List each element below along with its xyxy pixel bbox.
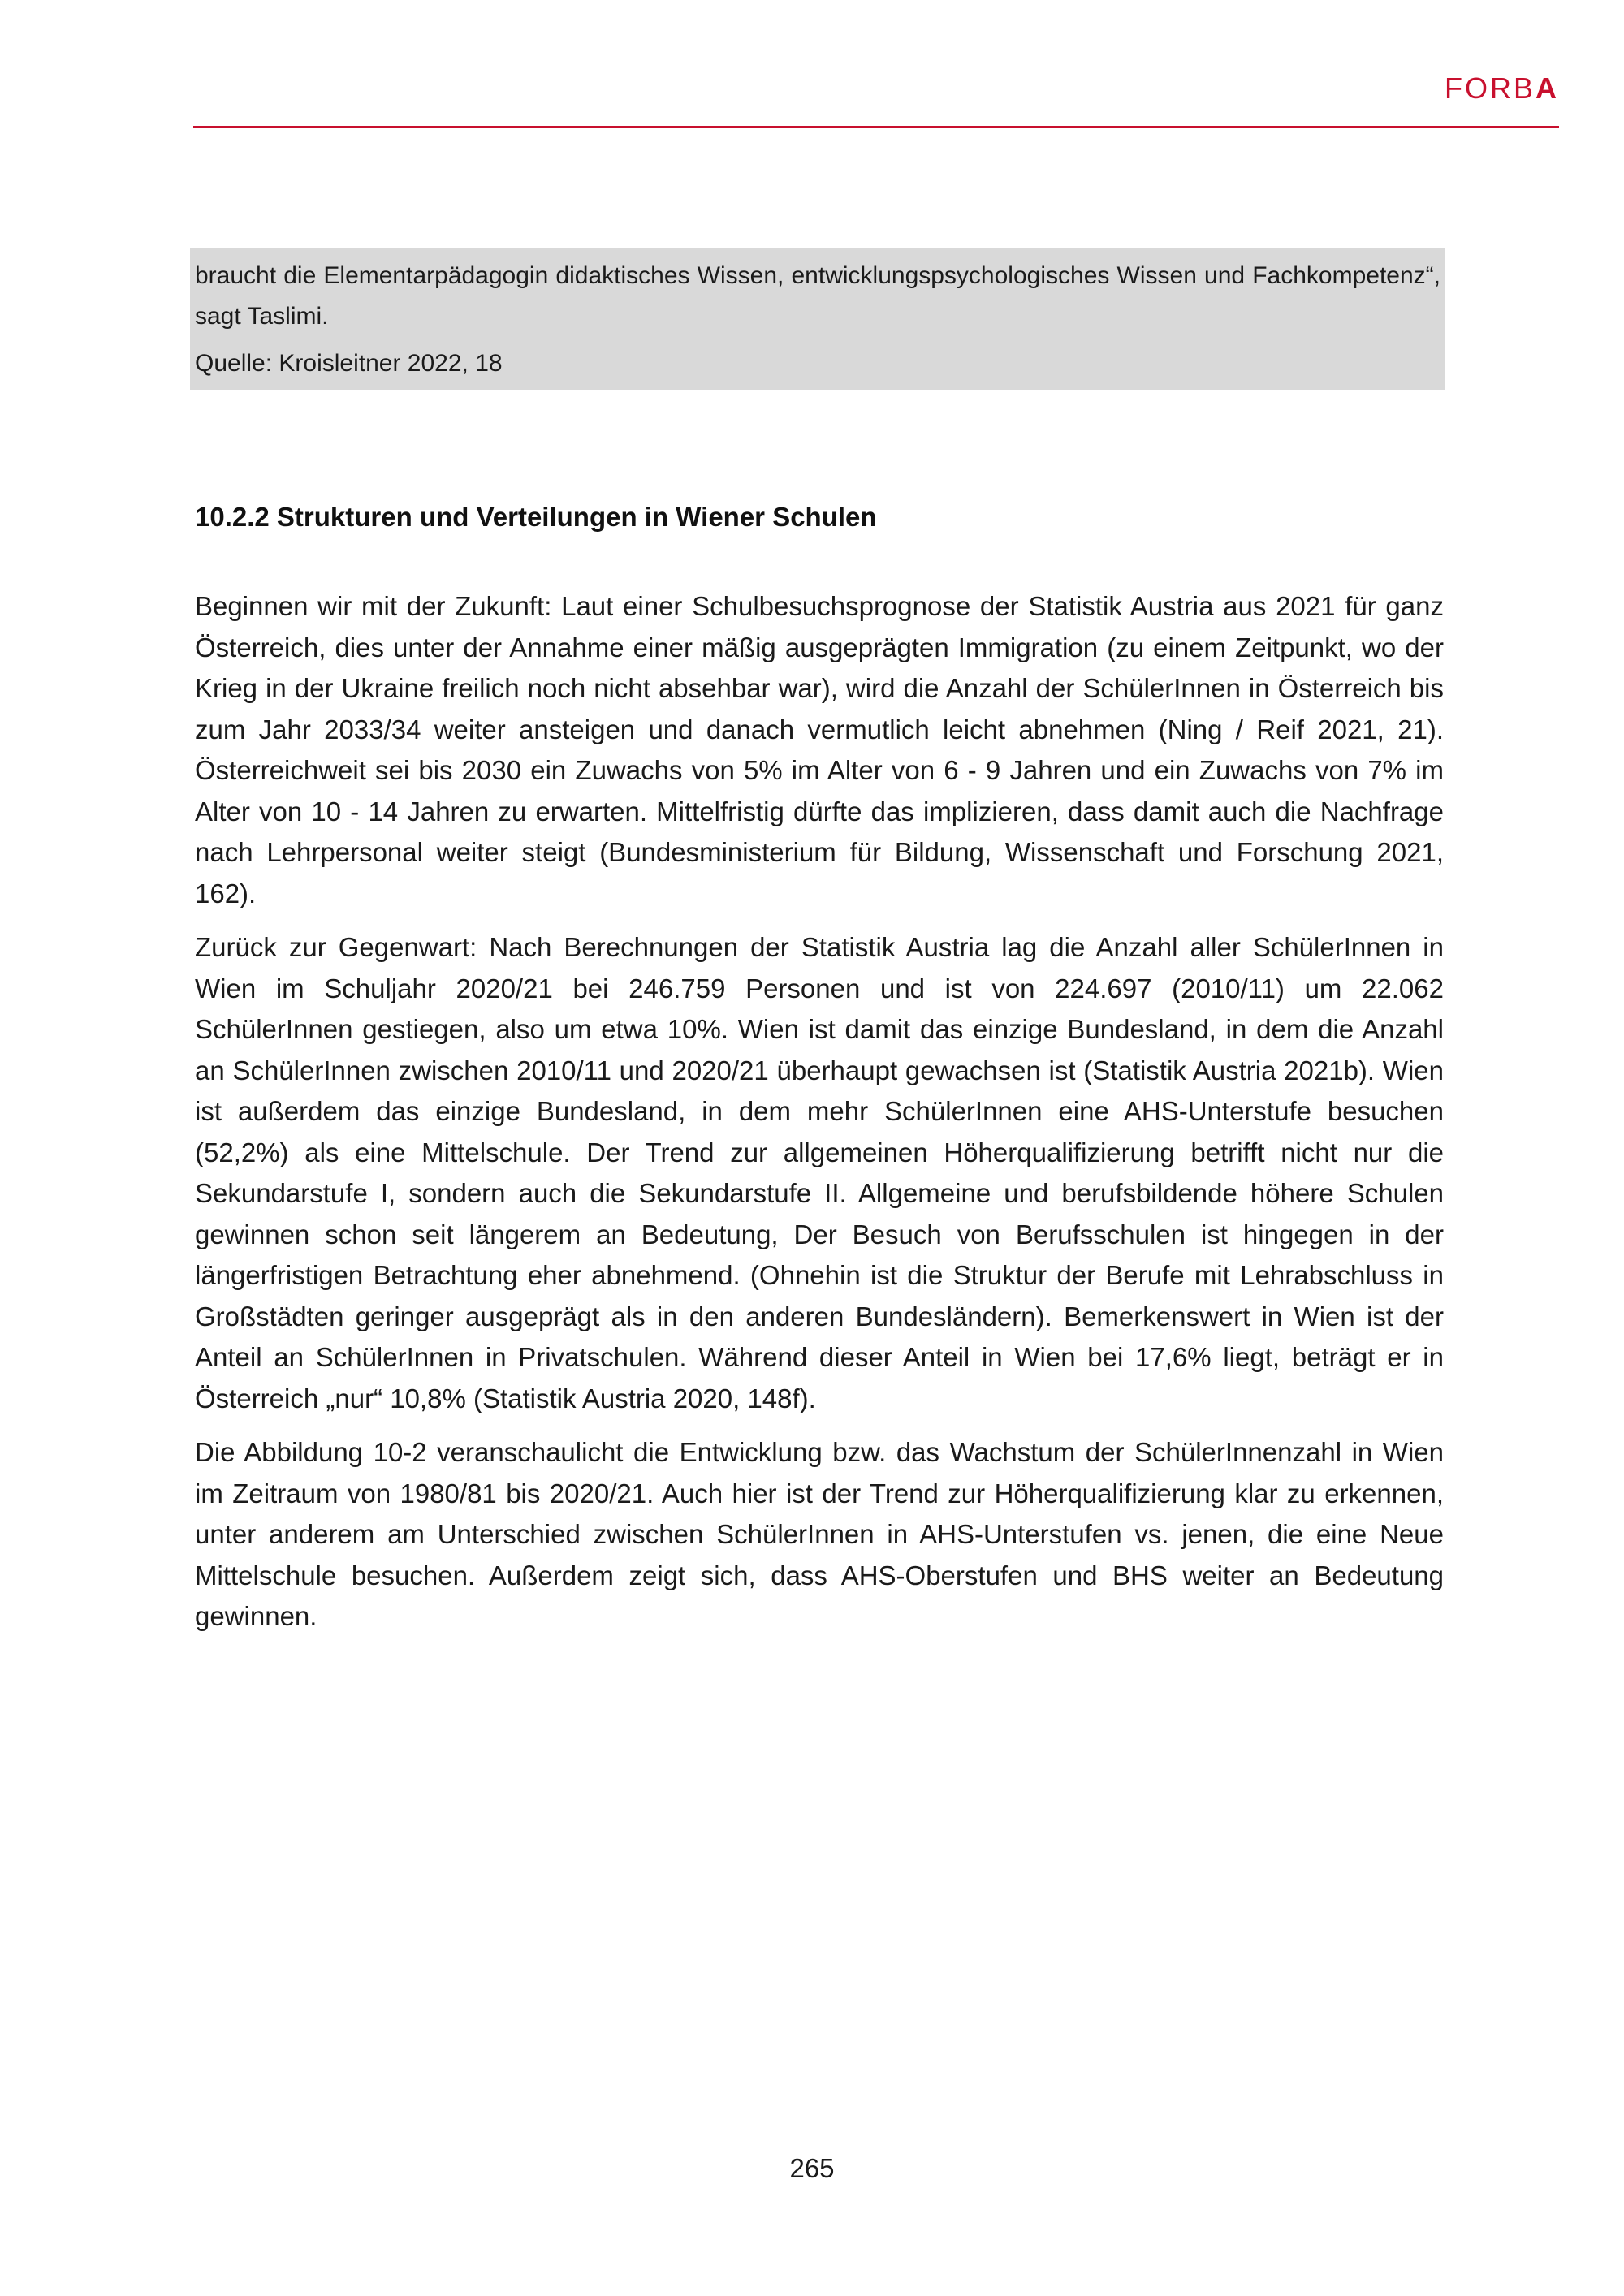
section-heading: 10.2.2 Strukturen und Verteilungen in Wiener Schulen bbox=[195, 502, 877, 532]
quote-text: braucht die Elementarpädagogin didaktisches Wissen, entwicklungspsychologisches Wissen und Fachkompetenz“, sagt Taslimi. bbox=[195, 262, 1440, 330]
paragraph-1: Beginnen wir mit der Zukunft: Laut einer Schulbesuchsprognose der Statistik Austria aus 2021 für ganz Österreich, dies unter der Annahme einer mäßig ausgeprägten Immigration (zu einem Zeitpunkt, wo der Krieg in der Ukraine freilich noch nicht absehbar war), wird die Anzahl der SchülerInnen in Österreich bis zum Jahr 2033/34 weiter ansteigen und danach vermutlich leicht abnehmen (Ning / Reif 2021, 21). Österreichweit sei bis 2030 ein Zuwachs von 5% im Alter von 6 - 9 Jahren und ein Zuwachs von 7% im Alter von 10 - 14 Jahren zu erwarten. Mittelfristig dürfte das implizieren, dass damit auch die Nachfrage nach Lehrpersonal weiter steigt (Bundesministerium für Bildung, Wissenschaft und Forschung 2021, 162). bbox=[195, 591, 1444, 908]
forba-logo bbox=[1445, 71, 1559, 106]
header-divider bbox=[193, 126, 1559, 128]
body-text bbox=[195, 586, 1444, 1651]
paragraph-2: Zurück zur Gegenwart: Nach Berechnungen der Statistik Austria lag die Anzahl aller SchülerInnen in Wien im Schuljahr 2020/21 bei 246.759 Personen und ist von 224.697 (2010/11) um 22.062 SchülerInnen gestiegen, also um etwa 10%. Wien ist damit das einzige Bundesland, in dem die Anzahl an SchülerInnen zwischen 2010/11 und 2020/21 überhaupt gewachsen ist (Statistik Austria 2021b). Wien ist außerdem das einzige Bundesland, in dem mehr SchülerInnen eine AHS-Unterstufe besuchen (52,2%) als eine Mittelschule. Der Trend zur allgemeinen Höherqualifizierung betrifft nicht nur die Sekundarstufe I, sondern auch die Sekundarstufe II. Allgemeine und berufsbildende höhere Schulen gewinnen schon seit längerem an Bedeutung, Der Besuch von Berufsschulen ist hingegen in der längerfristigen Betrachtung eher abnehmend. (Ohnehin ist die Struktur der Berufe mit Lehrabschluss in Großstädten geringer ausgeprägt als in den anderen Bundesländern). Bemerkenswert in Wien ist der Anteil an SchülerInnen in Privatschulen. Während dieser Anteil in Wien bei 17,6% liegt, beträgt er in Österreich „nur“ 10,8% (Statistik Austria 2020, 148f). bbox=[195, 932, 1444, 1413]
quote-box bbox=[190, 248, 1445, 390]
paragraph-3: Die Abbildung 10-2 veranschaulicht die Entwicklung bzw. das Wachstum der SchülerInnenzahl in Wien im Zeitraum von 1980/81 bis 2020/21. Auch hier ist der Trend zur Höherqualifizierung klar zu erkennen, unter anderem am Unterschied zwischen SchülerInnen in AHS-Unterstufen vs. jenen, die eine Neue Mittelschule besuchen. Außerdem zeigt sich, dass AHS-Oberstufen und BHS weiter an Bedeutung gewinnen. bbox=[195, 1437, 1444, 1631]
quote-source: Quelle: Kroisleitner 2022, 18 bbox=[195, 350, 503, 377]
logo-suffix: A bbox=[1535, 71, 1559, 105]
page-number: 265 bbox=[789, 2153, 835, 2183]
logo-prefix: FORB bbox=[1444, 71, 1535, 105]
